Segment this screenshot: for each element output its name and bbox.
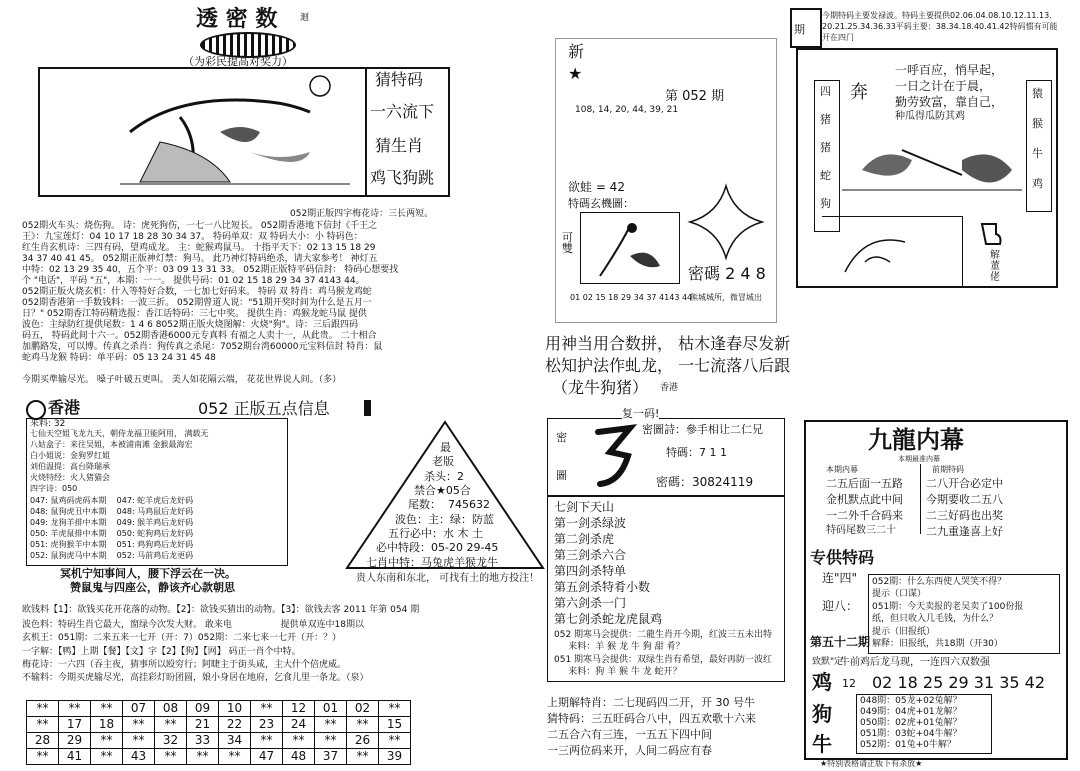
jl-head1: 本期内幕 bbox=[826, 465, 858, 474]
hk-verse-2: 赞鼠鬼与四座公，静该齐心款朝思 bbox=[70, 581, 235, 594]
jl-history-line: 051期：03蛇+04牛解？ bbox=[860, 729, 962, 739]
grid-cell: 18 bbox=[91, 717, 123, 733]
mid-verse-3: （龙牛狗猪） bbox=[552, 378, 649, 397]
hk-row: 四字诗：050 bbox=[30, 484, 78, 493]
tl-text-line: 34 37 40 41 45。 052期正版神灯禁：狗马。 此乃神灯特码绝杀，请大家参考！ 神灯五 bbox=[22, 254, 378, 264]
tl-text-line: 052期正版火烧玄机：什入等特好合数，一七加七好码来。 特码 双 特肖：鸡马猴龙鸡蛇 bbox=[22, 287, 372, 297]
kill-line: 第二剑杀虎 bbox=[554, 532, 615, 546]
mid-top-code1: 欲蛙 = 42 bbox=[568, 180, 625, 194]
top-left-subtitle: （为彩民提高对奖力） bbox=[183, 55, 293, 68]
hk-row: 七仙天空姐飞龙九天，朝侍龙福卫能阿用， 满载无 bbox=[30, 429, 209, 438]
grid-cell: 32 bbox=[155, 733, 187, 749]
tree-bird-illustration bbox=[120, 72, 350, 192]
tr-solve: 解 董 佬 bbox=[990, 250, 1000, 283]
kill-line: 第一剑杀绿波 bbox=[554, 516, 627, 530]
hk-row: 047: 鼠鸡码虎码本期 047: 蛇羊虎后龙好码 bbox=[30, 496, 194, 505]
jl-riddle-line: 解释：旧报纸，共18期（开30） bbox=[872, 639, 1003, 649]
mid-bottom-line: 一三两位码来开，人间二码应有春 bbox=[547, 744, 712, 757]
grid-cell: 08 bbox=[155, 701, 187, 717]
clue-line: 来料：狗 羊 猴 牛 龙 蛇开？ bbox=[554, 667, 682, 677]
kill-line: 第三剑杀六合 bbox=[554, 548, 627, 562]
tri-line: 必中特段：05-20 29-45 bbox=[376, 541, 499, 554]
clue-line: 051 期寒马会提供：双绿生肖有希望，最好再防一波红 bbox=[554, 655, 773, 665]
grid-cell: 21 bbox=[187, 717, 219, 733]
grid-cell: ** bbox=[91, 749, 123, 765]
tr-poem-line: 一呼百应，悄早起， bbox=[895, 63, 1004, 77]
grid-cell: 15 bbox=[379, 717, 411, 733]
tl-poem-line-2: 一六流下 bbox=[370, 102, 435, 121]
hk-row: 刘伯温提：高台降瑞承 bbox=[30, 462, 110, 471]
tl-poem-line-4: 鸡飞狗跳 bbox=[370, 168, 435, 187]
hk-title: 052 正版五点信息 bbox=[198, 399, 330, 418]
jl-history-line: 048期：05龙+02兔解？ bbox=[860, 696, 962, 706]
grid-cell: 12 bbox=[283, 701, 315, 717]
hk-row: 049: 龙狗羊排中本期 049: 猴羊鸡后龙好码 bbox=[30, 518, 194, 527]
grid-cell: ** bbox=[315, 733, 347, 749]
tri-line: 波色：主：绿：防蓝 bbox=[395, 513, 494, 526]
hk-title-mark bbox=[364, 400, 371, 416]
hk-row: 八姑盒子：来往吴姐，本被浦南滩 金猴最海宏 bbox=[30, 440, 193, 449]
glyph-drawing-icon bbox=[590, 422, 638, 492]
hand-icon bbox=[978, 220, 1004, 250]
grid-cell: 48 bbox=[283, 749, 315, 765]
hk-row: 051: 虎狗猴羊中本期 051: 鸡狗鸡后龙好码 bbox=[30, 540, 194, 549]
jl-right-line: 二三好码也出奖 bbox=[926, 509, 1003, 522]
jl-side: 连"四" bbox=[822, 571, 858, 585]
grid-cell: ** bbox=[27, 701, 59, 717]
grid-cell: ** bbox=[155, 749, 187, 765]
tr-sub-divider-v bbox=[962, 216, 963, 288]
illustration-divider bbox=[365, 67, 367, 197]
diamond-star-icon bbox=[686, 182, 766, 262]
tr-left-vert: 猪 bbox=[820, 141, 831, 154]
tr-mark: 奔 bbox=[850, 82, 868, 103]
tri-line: 745632 bbox=[448, 498, 490, 511]
bl-line: 不输料：今期买虎输尽光，高挂彩灯盼团圆，娘小身居在地府，乞食儿里一条龙。（泉） bbox=[22, 673, 369, 683]
jl-head2: 前期特码 bbox=[932, 465, 964, 474]
grid-cell: 23 bbox=[251, 717, 283, 733]
mid-bottom-line: 上期解特肖：二七现码四二开，开 30 号牛 bbox=[547, 696, 755, 709]
grid-row bbox=[27, 717, 411, 733]
star-icon: ★ bbox=[568, 64, 583, 83]
grid-cell: ** bbox=[347, 749, 379, 765]
grid-cell: 10 bbox=[219, 701, 251, 717]
tr-sub-divider bbox=[822, 216, 962, 217]
jl-side: 致默"定 bbox=[812, 657, 844, 667]
tl-poem-line-1: 猜特码 bbox=[375, 70, 424, 89]
jl-col-divider bbox=[920, 464, 921, 534]
tri-caption: 贵人东南和东北， 可找有土的地方投注！ bbox=[356, 573, 540, 584]
grid-cell: ** bbox=[379, 733, 411, 749]
grid-cell: 07 bbox=[123, 701, 155, 717]
tri-line: 五行必中：水 木 土 bbox=[388, 527, 483, 540]
jl-footer: ★特别表格请正版下有杀放★ bbox=[820, 759, 923, 768]
tri-line: 尾数： bbox=[408, 498, 441, 511]
grid-cell: ** bbox=[123, 717, 155, 733]
jl-left-line: 二五后面一五路 bbox=[826, 477, 903, 490]
mid-verse-2: 松知护法作虬龙， 一七流落八后跟 bbox=[545, 356, 791, 375]
jl-history-line: 049期：04虎+01龙解？ bbox=[860, 707, 962, 717]
jl-side: 鸡 bbox=[812, 670, 832, 694]
tr-right-vert: 鸡 bbox=[1032, 177, 1043, 190]
animals-illustration bbox=[842, 130, 1022, 200]
mid-top-numbers: 108, 14, 20, 44, 39, 21 bbox=[575, 105, 679, 115]
tl-poem-line-3: 猜生肖 bbox=[375, 136, 424, 155]
jl-right-line: 今期要收二五八 bbox=[926, 493, 1003, 506]
tr-poem-line: 勤劳致富，靠自己， bbox=[895, 95, 1004, 109]
grid-cell: ** bbox=[283, 733, 315, 749]
hk-row: 白小姐说：金狗罗红姐 bbox=[30, 451, 110, 460]
jl-strip: 牛前鸡后龙马现，一连四六双数强 bbox=[840, 657, 990, 668]
clue-line: 来料：羊 猴 龙 牛 狗 甜 肴？ bbox=[554, 642, 685, 652]
grid-cell: 43 bbox=[123, 749, 155, 765]
tl-text-line: 日？" 052期香江特码精选报：香江话特码：三七中奖。 提供生肖：鸡猴龙蛇马鼠 提供 bbox=[22, 309, 367, 319]
mid-box-password: 密碼：30824119 bbox=[656, 475, 754, 489]
number-grid bbox=[26, 700, 411, 765]
grid-cell: 33 bbox=[187, 733, 219, 749]
grid-cell: 47 bbox=[251, 749, 283, 765]
jl-history-line: 052期：01兔+0牛解？ bbox=[860, 740, 956, 750]
grid-cell: ** bbox=[251, 733, 283, 749]
tl-text-line: 052期正版四字梅花诗：三长两短。 bbox=[290, 209, 434, 219]
grid-cell: 39 bbox=[379, 749, 411, 765]
tr-right-vert: 猴 bbox=[1032, 117, 1043, 130]
jl-left-line: 一二外千合码来 bbox=[826, 509, 903, 522]
mid-box-side1: 密 bbox=[556, 431, 567, 444]
kill-line: 第七剑杀蛇龙虎鼠鸡 bbox=[554, 612, 663, 626]
grid-cell: ** bbox=[27, 749, 59, 765]
tl-text-line: 加鹏路发，可以博。传真之杀肖：狗传真之杀尾：7052期台湾60000元宝料信封 特肖：鼠 bbox=[22, 342, 383, 352]
mid-box-special: 特碼：7 1 1 bbox=[666, 446, 727, 459]
grid-cell: 01 bbox=[315, 701, 347, 717]
jl-sub: 本期最准内幕 bbox=[898, 455, 940, 463]
tr-left-vert: 狗 bbox=[820, 197, 831, 210]
jl-history-line: 050期：02虎+01兔解？ bbox=[860, 718, 962, 728]
bl-line: 玄机王：051期：二来五来一七开（开：7）052期：二来七来一七开（开：？） bbox=[22, 633, 342, 643]
grid-cell: 41 bbox=[59, 749, 91, 765]
grid-cell: 28 bbox=[27, 733, 59, 749]
top-left-title-suffix: 迴 bbox=[300, 13, 310, 23]
tl-text-line: 052期香港第一手数钱料：一波三折。 052期曾道人说："51期开奖时间为什么是五月一 bbox=[22, 298, 372, 308]
hk-row: 来料: 32 bbox=[30, 419, 66, 429]
jl-riddle-line: 052期：什么东西使人哭笑不得？ bbox=[872, 577, 1007, 587]
grid-cell: ** bbox=[91, 733, 123, 749]
kill-line: 第四剑杀特单 bbox=[554, 564, 627, 578]
grid-cell: ** bbox=[347, 717, 379, 733]
kill-line: 第五剑杀特肴小数 bbox=[554, 580, 651, 594]
tri-line: 七肖中特：马兔虎羊猴龙牛 bbox=[366, 556, 498, 569]
grid-cell: 26 bbox=[347, 733, 379, 749]
tl-text-line: 中特：02 13 29 35 40，五个平：03 09 13 31 33。 052期正版特平码信封： 特码心想要找 bbox=[22, 265, 399, 275]
flower-bird-icon bbox=[590, 216, 670, 280]
grid-cell: ** bbox=[27, 717, 59, 733]
bl-line: 波色料：特码生肖它最大，窗绿今次发大财。 敢来电 提供单双连中18期以 bbox=[22, 620, 364, 630]
hk-logo-icon bbox=[26, 400, 46, 420]
kill-line: 七剑下天山 bbox=[554, 500, 615, 514]
grid-cell: 24 bbox=[283, 717, 315, 733]
tr-header-1: 今期特码主要发禄波。特码主要提供02.06.04.08.10.12.11.13. bbox=[822, 11, 1052, 20]
jl-special: 专供特码 bbox=[810, 548, 875, 567]
tl-text-line: 码五， 特码此间十六一。052期香港6000元专真料 有福之人卖十一，从此贵。 二十相合 bbox=[22, 331, 377, 341]
jl-riddle-line: 提示（旧报纸） bbox=[872, 627, 936, 637]
mid-verse-1: 用神当用合数拼， 枯木逢春尽发新 bbox=[545, 334, 791, 353]
grid-cell: ** bbox=[59, 701, 91, 717]
mid-box-title: 密圖詩：參手相让二仁兄 bbox=[642, 423, 763, 436]
jl-right-line: 二八开合必定中 bbox=[926, 477, 1003, 490]
grid-cell: ** bbox=[315, 717, 347, 733]
mid-top-caption: 熊城城所，微冒城出 bbox=[690, 293, 762, 302]
tr-right-vert: 牛 bbox=[1032, 147, 1043, 160]
tri-line: 老版 bbox=[432, 455, 454, 468]
mid-box-side2: 圖 bbox=[556, 469, 567, 482]
grid-cell: ** bbox=[251, 701, 283, 717]
grid-cell: 17 bbox=[59, 717, 91, 733]
mid-box-tag: 复一码! bbox=[622, 407, 660, 420]
jl-title: 九龍内幕 bbox=[868, 425, 964, 454]
jl-riddle-line: 051期：今天卖报的老吴卖了100份报 bbox=[872, 602, 1024, 612]
jl-right-line: 二九重逢喜上好 bbox=[926, 525, 1003, 538]
jl-left-line: 金机默点此中间 bbox=[826, 493, 903, 506]
tr-poem-line: 种瓜得瓜防其鸡 bbox=[895, 111, 965, 122]
tr-right-vert: 猿 bbox=[1032, 87, 1043, 100]
jl-left-line: 特码尾数三二十 bbox=[826, 525, 896, 536]
sketch-icon bbox=[835, 222, 925, 282]
grid-cell: 02 bbox=[347, 701, 379, 717]
hk-row: 火烧特经：火人猪猫会 bbox=[30, 473, 110, 482]
grid-cell: 22 bbox=[219, 717, 251, 733]
tr-left-vert: 蛇 bbox=[820, 169, 831, 182]
hk-logo: 香港 bbox=[48, 398, 81, 417]
grid-row bbox=[27, 701, 411, 717]
tri-line: 最 bbox=[440, 441, 451, 454]
kill-line: 第六剑杀一门 bbox=[554, 596, 627, 610]
grid-cell: ** bbox=[219, 749, 251, 765]
hk-verse-1: 冥机宁知事间人，腰下浮云在一决。 bbox=[60, 567, 236, 580]
grid-row bbox=[27, 733, 411, 749]
bl-line: 欧钱料【1】：欲钱买花开花落的动物。【2】：欲钱买猜出的动物。【3】：欲钱去客 2011 年第 054 期 bbox=[22, 605, 420, 615]
mid-top-label: 新 bbox=[568, 42, 585, 61]
grid-cell: ** bbox=[379, 701, 411, 717]
grid-cell: 34 bbox=[219, 733, 251, 749]
jl-riddle-line: 纸，但只收入几毛钱，为什么？ bbox=[872, 614, 999, 624]
grid-cell: ** bbox=[155, 717, 187, 733]
tr-header-3: 开在四门 bbox=[822, 33, 854, 42]
grid-cell: ** bbox=[187, 749, 219, 765]
clue-line: 052 期寒马会提供：二龍生肖开今期，红波三五未出特 bbox=[554, 630, 773, 640]
grid-cell: 29 bbox=[59, 733, 91, 749]
tl-text-line: 王》：九宝莲灯：04 10 17 18 28 30 34 37。 特码单双：双 特码大小：小 特码色： bbox=[22, 232, 363, 242]
mid-bottom-line: 二五合六有三连，一五五下四中间 bbox=[547, 728, 712, 741]
jl-side: 牛 bbox=[812, 732, 832, 756]
tri-line: 杀头：2 bbox=[424, 470, 464, 483]
tr-header-2: 20.21.25.34.36.33平码主要：38.34.18.40.41.42特码惯有可能 bbox=[822, 22, 1058, 31]
tl-text-line: 个 "电话"，平码 "五"，本期：一一。 提供号码：01 02 15 18 29 34 37 4143 44。 bbox=[22, 276, 365, 286]
tri-line: 禁合★05合 bbox=[414, 484, 471, 497]
grid-cell: ** bbox=[91, 701, 123, 717]
grid-cell: ** bbox=[123, 733, 155, 749]
grid-row bbox=[27, 749, 411, 765]
jl-nums: 02 18 25 29 31 35 42 bbox=[872, 673, 1046, 692]
hk-row: 048: 鼠狗虎丑中本期 048: 马鸡鼠后龙好码 bbox=[30, 507, 194, 516]
tr-stamp-text: 期 bbox=[794, 23, 805, 36]
mid-verse-tail: 香港 bbox=[660, 383, 679, 393]
tr-left-vert: 猪 bbox=[820, 113, 831, 126]
mid-top-nums2: 01 02 15 18 29 34 37 4143 44 bbox=[570, 293, 693, 302]
mid-top-side: 可雙 bbox=[562, 231, 573, 255]
top-left-title: 透 密 数 bbox=[196, 6, 278, 32]
tr-left-vert: 四 bbox=[820, 85, 831, 98]
jl-side: 狗 bbox=[812, 702, 832, 726]
mid-top-password: 密碼 2 4 8 bbox=[688, 264, 766, 283]
bl-line: 梅花诗：一六四（吞主夜，猜事所以殴穷行；阿睫主于街头咸，主大什个倍虎威。 bbox=[22, 660, 347, 670]
bl-line: 一字解：【鸭】上期【餐】【文】字【2】【狗】【网】 码正一肖个中特。 bbox=[22, 647, 301, 657]
tl-text-line: 蛇鸡马龙猴 特码：单平码：05 13 24 31 45 48 bbox=[22, 353, 216, 363]
tl-text-line: 052期火车头：烧伤狗。 诗：虎死狗伤，一七一八比短长。 052期香港地下信封《千王之 bbox=[22, 221, 378, 231]
jl-side: 迎八： bbox=[822, 599, 859, 613]
tl-text-line: 红生肖玄机诗：三四有码，望鸡成龙。 主：蛇猴鸡鼠马。 十指平天下：02 13 15 18 29 bbox=[22, 243, 376, 253]
grid-cell: 37 bbox=[315, 749, 347, 765]
mid-top-code2: 特碼玄機圖： bbox=[568, 197, 634, 210]
tl-text-line: 波色：主绿防红提供尾数：1 4 6 8052期正版火烧图解：火烧"狗"。诗：三后跟四码 bbox=[22, 320, 358, 330]
jl-num-label: 12 bbox=[842, 677, 856, 690]
mid-bottom-line: 猜特码：三五旺码合八中，四五欢歌十六来 bbox=[547, 712, 756, 725]
hk-row: 052: 鼠狗虎马中本期 052: 马前鸡后龙更码 bbox=[30, 551, 194, 560]
hk-row: 050: 羊虎鼠排中本期 050: 蛇狗鸡后龙好码 bbox=[30, 529, 194, 538]
mid-top-issue: 第 052 期 bbox=[665, 89, 725, 104]
jl-side: 第五十二期 bbox=[810, 635, 871, 649]
tr-poem-line: 一日之计在于晨， bbox=[895, 79, 992, 93]
grid-cell: 09 bbox=[187, 701, 219, 717]
top-left-footer: 今期买準输尽光。 嗓子叶破五更叫。 美人如花隔云端， 花花世界说人间。（多） bbox=[22, 375, 342, 385]
jl-riddle-line: 提示（口谋） bbox=[872, 589, 927, 599]
